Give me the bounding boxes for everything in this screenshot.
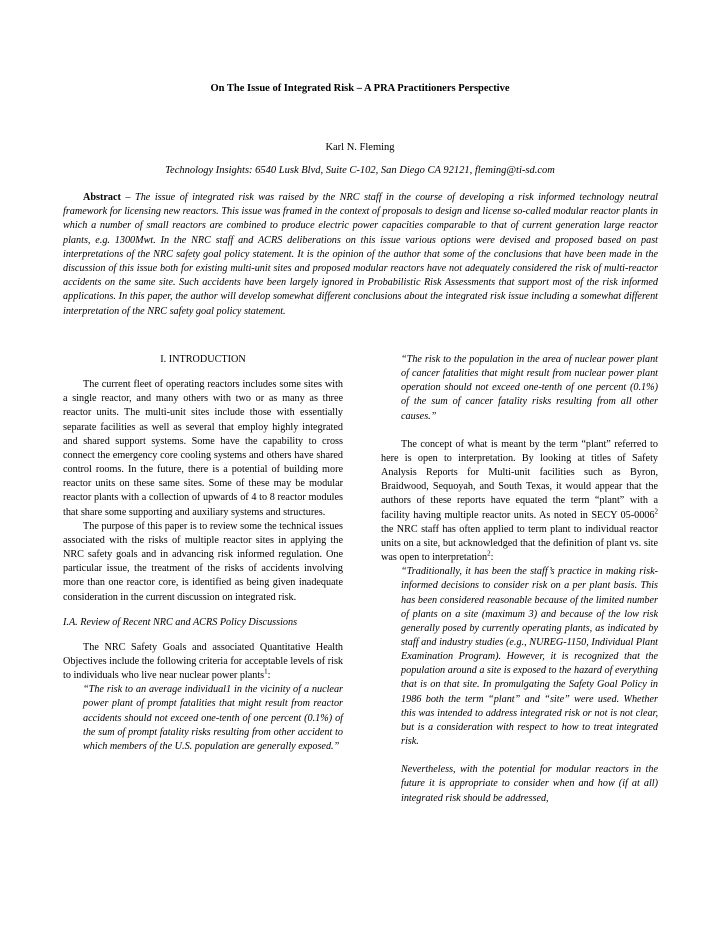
plant-concept-paragraph	[381, 438, 658, 565]
footnote-ref-1: 1	[264, 667, 268, 676]
left-column	[63, 353, 343, 754]
safety-goals-colon: :	[267, 670, 271, 682]
right-column	[381, 353, 658, 806]
abstract-text: The issue of integrated risk was raised by the NRC staff in the course of developing a risk informed technology neutral framework for licensing new reactors. This issue was framed in the context of proposals to design and license so-called modular reactor plants in which a number of small reactors are combined to produce electric power capacities comparable to that of current generation large reactor plants, e.g. 1300Mwt. In the NRC staff and ACRS deliberations on this issue various options were devised and proposed based on past interpretations of the NRC safety goal policy statement. It is the opinion of the author that some of the conclusions that have been made in the discussion of this issue both for existing multi-unit sites and proposed modular reactors have not adequately considered the risk of multi-reactor accidents on the same site. Such accidents have been largely ignored in Probabilistic Risk Assessments that support most of the risk informed applications. In this paper, the author will develop somewhat different conclusions about the integrated risk issue including a somewhat different interpretation of the NRC safety goal policy statement.	[63, 192, 659, 317]
subsection-heading-review: I.A. Review of Recent NRC and ACRS Policy Discussions	[63, 616, 298, 628]
quote-staff-practice: “Traditionally, it has been the staff’s practice in making risk-informed decisions to consider risk on a per plant basis. This has been considered reasonable because of the limited number of plants on a site (maximum 3) and because of the low risk generally posed by currently operating plants, as indicated by staff and industry studies (e.g., NUREG-1150, Individual Plant Examination Program). However, it is recognized that the population around a site is exposed to the hazard of everything that is on that site. In promulgating the Safety Goal Policy in 1986 both the term “plant” and “site” were used. Whether this was intended to address integrated risk or not is not clear, but is a consideration with respect to how to treat integrated risk.	[401, 566, 658, 748]
paper-title: On The Issue of Integrated Risk – A PRA Practitioners Perspective	[210, 83, 510, 94]
quote-modular-reactors: Nevertheless, with the potential for modular reactors in the future it is appropriate to consider when and how (if at all) integrated risk should be addressed,	[401, 764, 658, 804]
author-affiliation: Technology Insights: 6540 Lusk Blvd, Suite C-102, San Diego CA 92121, fleming@ti-sd.com	[165, 165, 555, 176]
footnote-ref-2a: 2	[654, 507, 658, 516]
plant-concept-text-a: The concept of what is meant by the term “plant” referred to here is open to interpretation. By looking at titles of Safety Analysis Reports for Multi-unit facilities such as Byron, Braidwood, Sequoyah, and South Texas, it would appear that the authors of these reports have equated the term “plant” with a facility having multiple reactor units. As noted in SECY 05-0006	[381, 438, 658, 521]
author-name: Karl N. Fleming	[325, 142, 395, 153]
quote-prompt-fatality-risk: “The risk to an average individual1 in the vicinity of a nuclear power plant of prompt fatalities that might result from reactor accidents should not exceed one-tenth of one percent (0.1%) of the sum of prompt fatality risks resulting from other accident to which members of the U.S. population are generally exposed.”	[83, 684, 343, 752]
safety-goals-text: The NRC Safety Goals and associated Quantitative Health Objectives include the following criteria for acceptable levels of risk to individuals who live near nuclear power plants	[63, 641, 343, 682]
footnote-ref-2b: 2	[487, 549, 491, 558]
section-heading-introduction: I. INTRODUCTION	[160, 354, 246, 365]
intro-paragraph-2: The purpose of this paper is to review some the technical issues associated with the risks of multiple reactor sites in applying the NRC safety goals and in advancing risk informed regulation. One particular issue, the treatment of the risks of accidents involving more than one reactor core, is identified as being given inadequate consideration in the current discussion on integrated risk.	[63, 520, 343, 603]
abstract	[63, 191, 658, 319]
quote-cancer-fatality-risk: “The risk to the population in the area of nuclear power plant of cancer fatalities that might result from nuclear power plant operation should not exceed one-tenth of one percent (0.1%) of the sum of cancer fatality risks resulting from all other causes.”	[401, 354, 658, 422]
intro-paragraph-1: The current fleet of operating reactors includes some sites with a single reactor, and many others with two or as many as three reactor units. The multi-unit sites include those with essentially separate facilities as well as several that employ highly integrated and shared support systems. Some have the capability to cross connect the emergency core cooling systems and others have shared control rooms. In the future, there is a potential of building more reactor units on these same sites. Some of these may be modular reactor plants with a collection of upwards of 4 to 8 reactor modules that share some supporting and auxiliary systems and structures.	[63, 379, 343, 518]
abstract-dash: –	[120, 192, 136, 203]
plant-concept-text-c: :	[490, 552, 494, 564]
plant-concept-text-b: the NRC staff has often applied to term plant to individual reactor units on a site, but acknowledged that the definition of plant vs. site was open to interpretation	[381, 523, 658, 564]
safety-goals-paragraph	[63, 641, 343, 683]
abstract-label: Abstract	[83, 192, 121, 203]
